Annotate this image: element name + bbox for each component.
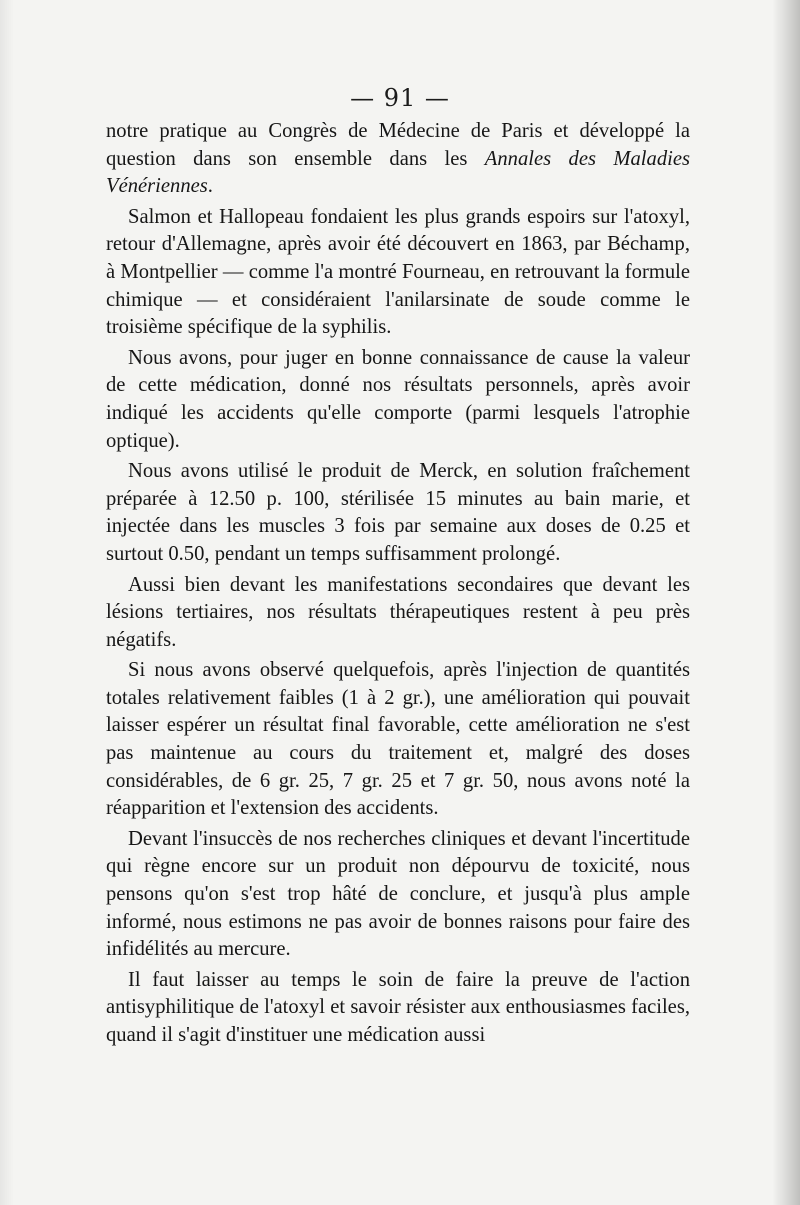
page-number: — 91 — <box>350 84 450 112</box>
binding-gutter-shadow <box>772 0 800 1205</box>
paragraph-4: Nous avons utilisé le produit de Merck, en solution fraîchement préparée à 12.50 p. 100, stérilisée 15 minutes au bain marie, et injectée dans les muscles 3 fois par semaine aux doses de 0.25 et surtout 0.50, pendant un temps suffisamment prolongé. <box>106 460 690 565</box>
paragraph-7: Devant l'insuccès de nos recherches cliniques et devant l'incertitude qui règne encore sur un produit non dépourvu de toxicité, nous pensons qu'on s'est trop hâté de conclure, et jusqu'à plus ample informé, nous estimons ne pas avoir de bonnes raisons pour faire des infidélités au mercure. <box>106 827 690 961</box>
paragraph-1 <box>106 118 690 201</box>
paragraph-1-end: . <box>207 175 213 198</box>
body-text <box>106 118 690 1053</box>
paragraph-6: Si nous avons observé quelquefois, après l'injection de quantités totales relativement faibles (1 à 2 gr.), une amélioration qui pouvait laisser espérer un résultat final favorable, cette amélioration ne s'est pas maintenue au cours du traitement et, malgré des doses considérables, de 6 gr. 25, 7 gr. 25 et 7 gr. 50, nous avons noté la réapparition et l'extension des accidents. <box>106 659 690 820</box>
paragraph-3: Nous avons, pour juger en bonne connaissance de cause la valeur de cette médication, donné nos résultats personnels, après avoir indiqué les accidents qu'elle comporte (parmi lesquels l'atrophie optique). <box>106 346 690 452</box>
journal-title: Annales des Maladies Vénériennes <box>106 147 690 198</box>
paragraph-8: Il faut laisser au temps le soin de faire la preuve de l'action antisyphilitique de l'atoxyl et savoir résister aux enthousiasmes faciles, quand il s'agit d'instituer une médication aussi <box>106 968 690 1046</box>
page-edge-shadow <box>0 0 14 1205</box>
paragraph-1-text: notre pratique au Congrès de Médecine de Paris et développé la question dans son ensemble dans les <box>106 120 690 170</box>
paragraph-2: Salmon et Hallopeau fondaient les plus grands espoirs sur l'atoxyl, retour d'Allemagne, après avoir été découvert en 1863, par Béchamp, à Montpellier — comme l'a montré Fourneau, en retrouvant la formule chimique — et considéraient l'anilarsinate de soude comme le troisième spécifique de la syphilis. <box>106 205 690 339</box>
paragraph-5: Aussi bien devant les manifestations secondaires que devant les lésions tertiaires, nos résultats thérapeutiques restent à peu près négatifs. <box>106 573 690 651</box>
